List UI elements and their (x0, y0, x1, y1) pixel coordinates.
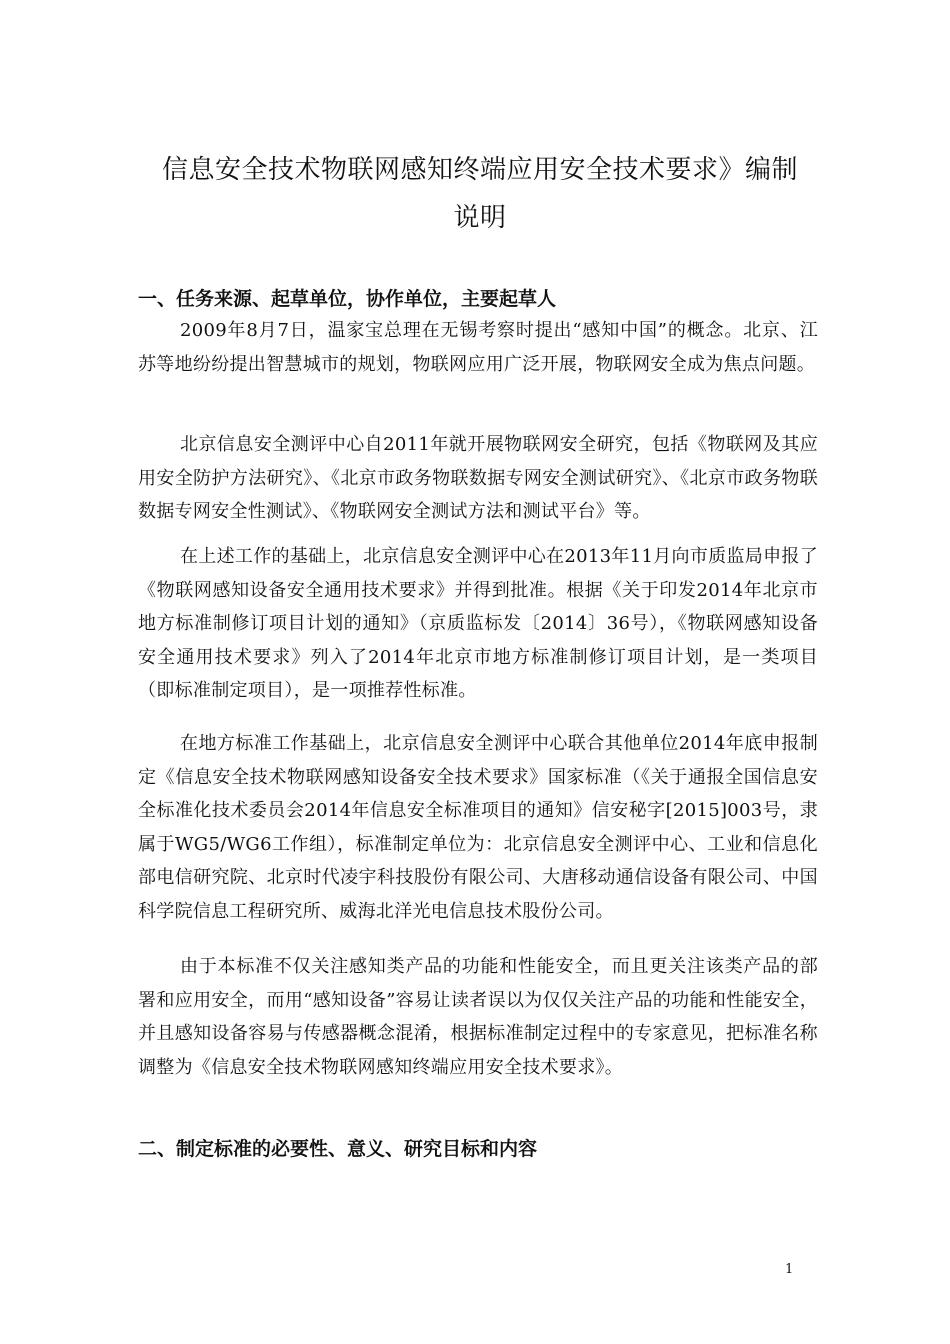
page-number: 1 (785, 1262, 794, 1277)
section-1-paragraph-3: 在上述工作的基础上，北京信息安全测评中心在2013年11月向市质监局申报了《物联网感知设备安全通用技术要求》并得到批准。根据《关于印发2014年北京市地方标准制修订项目计划的通知》（京质监标发〔2014〕36号），《物联网感知设备安全通用技术要求》列入了2014年北京市地方标准制修订项目计划，是一类项目（即标准制定项目），是一项推荐性标准。 (138, 546, 818, 701)
section-1-paragraph-5: 由于本标准不仅关注感知类产品的功能和性能安全，而且更关注该类产品的部署和应用安全，而用“感知设备”容易让读者误以为仅仅关注产品的功能和性能安全，并且感知设备容易与传感器概念混淆，根据标准制定过程中的专家意见，把标准名称调整为《信息安全技术物联网感知终端应用安全技术要求》。 (138, 956, 818, 1078)
section-1-paragraph-2: 北京信息安全测评中心自2011年就开展物联网安全研究，包括《物联网及其应用安全防护方法研究》、《北京市政务物联数据专网安全测试研究》、《北京市政务物联数据专网安全性测试》、《物联网安全测试方法和测试平台》等。 (138, 434, 818, 522)
section-1-paragraph-1: 2009年8月7日，温家宝总理在无锡考察时提出“感知中国”的概念。北京、江苏等地纷纷提出智慧城市的规划，物联网应用广泛开展，物联网安全成为焦点问题。 (138, 320, 818, 375)
section-1-paragraph-4: 在地方标准工作基础上，北京信息安全测评中心联合其他单位2014年底申报制定《信息安全技术物联网感知设备安全技术要求》国家标准（《关于通报全国信息安全标准化技术委员会2014年信息安全标准项目的通知》信安秘字[2015]003号，隶属于WG5/WG6工作组），标准制定单位为：北京信息安全测评中心、工业和信息化部电信研究院、北京时代凌宇科技股份有限公司、大唐移动通信设备有限公司、中国科学院信息工程研究所、威海北洋光电信息技术股份公司。 (138, 733, 818, 922)
document-title-line-1: 信息安全技术物联网感知终端应用安全技术要求》编制 (161, 155, 798, 185)
section-2-heading: 二、制定标准的必要性、意义、研究目标和内容 (138, 1138, 538, 1160)
document-title-line-2: 说明 (453, 203, 507, 233)
section-1-heading: 一、任务来源、起草单位，协作单位，主要起草人 (138, 288, 557, 310)
